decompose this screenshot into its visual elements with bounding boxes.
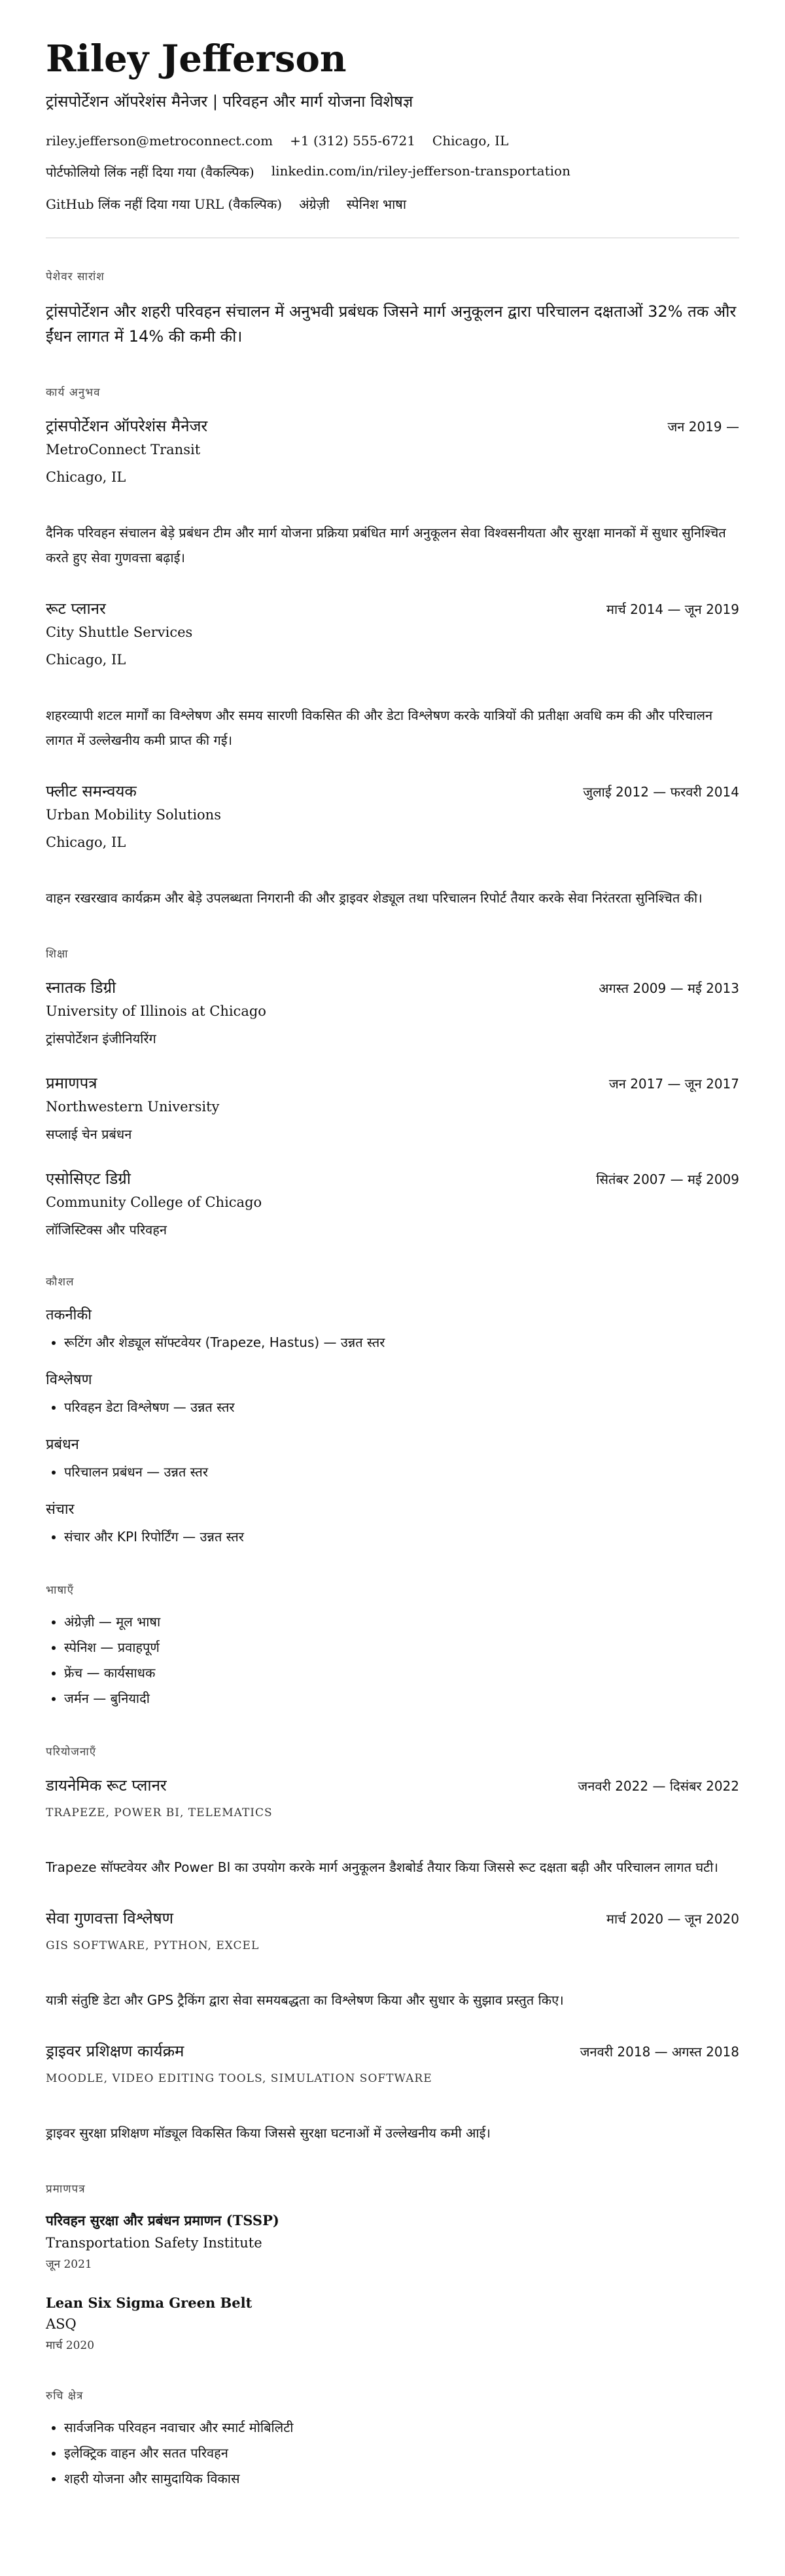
language-item: • अंग्रेज़ी — मूल भाषा [64, 1613, 739, 1632]
skill-group-title: विश्लेषण [46, 1372, 92, 1389]
experience-entry [46, 598, 739, 753]
projects-section [46, 1744, 739, 2145]
skill-group [46, 1304, 739, 1352]
field-of-study: लॉजिस्टिक्स और परिवहन [46, 1222, 167, 1238]
interest-item: • शहरी योजना और सामुदायिक विकास [64, 2469, 739, 2488]
contact-row-extra [46, 195, 739, 213]
resume-header [46, 39, 739, 213]
institution-name: University of Illinois at Chicago [46, 1003, 266, 1020]
certification-entry [46, 2295, 739, 2352]
skill-group [46, 1369, 739, 1417]
interest-list [46, 2418, 739, 2488]
company-name: Urban Mobility Solutions [46, 807, 221, 823]
section-title: रुचि क्षेत्र [46, 2389, 84, 2403]
location: Chicago, IL [432, 132, 509, 149]
education-entry [46, 1072, 739, 1143]
language-list [46, 1613, 739, 1708]
section-title: प्रमाणपत्र [46, 2183, 86, 2196]
experience-entry [46, 780, 739, 910]
institution-name: Northwestern University [46, 1099, 220, 1115]
project-tech: MOODLE, VIDEO EDITING TOOLS, SIMULATION SOFTWARE [46, 2072, 432, 2086]
job-title: फ्लीट समन्वयक [46, 782, 137, 801]
job-location: Chicago, IL [46, 834, 126, 851]
project-tech: TRAPEZE, POWER BI, TELEMATICS [46, 1806, 273, 1820]
project-description: Trapeze सॉफ्टवेयर और Power BI का उपयोग करके मार्ग अनुकूलन डैशबोर्ड तैयार किया जिससे रूट दक्षता बढ़ी और परिचालन लागत घटी। [46, 1859, 718, 1876]
project-tech: GIS SOFTWARE, PYTHON, EXCEL [46, 1939, 260, 1953]
linkedin-link[interactable]: linkedin.com/in/riley-jefferson-transportation [271, 162, 570, 179]
skill-item: • संचार और KPI रिपोर्टिंग — उन्नत स्तर [64, 1528, 739, 1547]
company-name: MetroConnect Transit [46, 442, 201, 458]
field-of-study: सप्लाई चेन प्रबंधन [46, 1126, 132, 1143]
summary-text: ट्रांसपोर्टेशन और शहरी परिवहन संचालन में अनुभवी प्रबंधक जिसने मार्ग अनुकूलन द्वारा परिचालन दक्षताओं 32% तक और ईंधन लागत में 14% की कमी की। [46, 302, 737, 346]
contact-row-primary [46, 133, 739, 149]
skill-item: • रूटिंग और शेड्यूल सॉफ्टवेयर (Trapeze, Hastus) — उन्नत स्तर [64, 1333, 739, 1352]
candidate-name: Riley Jefferson [46, 37, 347, 80]
interests-section [46, 2388, 739, 2488]
project-date: जनवरी 2018 — अगस्त 2018 [580, 2044, 739, 2060]
project-description: ड्राइवर सुरक्षा प्रशिक्षण मॉड्यूल विकसित किया जिससे सुरक्षा घटनाओं में उल्लेखनीय कमी आई। [46, 2125, 491, 2141]
project-description: यात्री संतुष्टि डेटा और GPS ट्रैकिंग द्वारा सेवा समयबद्धता का विश्लेषण किया और सुधार के सुझाव प्रस्तुत किए। [46, 1992, 564, 2009]
experience-section [46, 384, 739, 910]
job-location: Chicago, IL [46, 469, 126, 486]
headline: ट्रांसपोर्टेशन ऑपरेशंस मैनेजर | परिवहन और मार्ग योजना विशेषज्ञ [46, 92, 413, 111]
language-item: • फ्रेंच — कार्यसाधक [64, 1664, 739, 1683]
job-description: वाहन रखरखाव कार्यक्रम और बेड़े उपलब्धता निगरानी की और ड्राइवर शेड्यूल तथा परिचालन रिपोर्ट तैयार करके सेवा निरंतरता सुनिश्चित की। [46, 890, 703, 906]
certification-date: मार्च 2020 [46, 2339, 95, 2353]
certification-date: जून 2021 [46, 2258, 92, 2272]
education-entry [46, 976, 739, 1047]
job-title: रूट प्लानर [46, 599, 106, 618]
company-name: City Shuttle Services [46, 624, 193, 641]
interest-item: • सार्वजनिक परिवहन नवाचार और स्मार्ट मोबिलिटी [64, 2418, 739, 2437]
field-of-study: ट्रांसपोर्टेशन इंजीनियरिंग [46, 1031, 156, 1047]
section-title: पेशेवर सारांश [46, 270, 105, 283]
certification-title: परिवहन सुरक्षा और प्रबंधन प्रमाणन (TSSP) [46, 2212, 279, 2229]
education-date: जन 2017 — जून 2017 [608, 1076, 739, 1092]
education-date: अगस्त 2009 — मई 2013 [599, 980, 739, 997]
project-entry [46, 2040, 739, 2145]
skill-list [46, 1398, 739, 1417]
certification-entry [46, 2211, 739, 2271]
language-item: • जर्मन — बुनियादी [64, 1689, 739, 1708]
summary-section [46, 268, 739, 349]
project-title: सेवा गुणवत्ता विश्लेषण [46, 1909, 173, 1928]
section-title: परियोजनाएँ [46, 1745, 97, 1759]
skill-list [46, 1528, 739, 1547]
job-title: ट्रांसपोर्टेशन ऑपरेशंस मैनेजर [46, 417, 208, 436]
section-title: कार्य अनुभव [46, 386, 101, 400]
job-description: शहरव्यापी शटल मार्गों का विश्लेषण और समय सारणी विकसित की और डेटा विश्लेषण करके यात्रियों की प्रतीक्षा अवधि कम की और परिचालन लागत में उल्लेखनीय कमी प्राप्त की गई। [46, 707, 713, 749]
section-title: शिक्षा [46, 948, 69, 961]
job-date: जुलाई 2012 — फरवरी 2014 [583, 784, 739, 800]
project-title: डायनेमिक रूट प्लानर [46, 1776, 167, 1795]
skill-group [46, 1434, 739, 1482]
certifications-section [46, 2181, 739, 2352]
language-tag-1: अंग्रेज़ी [299, 196, 330, 212]
skills-section [46, 1274, 739, 1547]
skill-list [46, 1463, 739, 1482]
experience-entry [46, 415, 739, 570]
skill-group-title: तकनीकी [46, 1307, 92, 1324]
degree-title: एसोसिएट डिग्री [46, 1170, 131, 1189]
job-date: जन 2019 — [667, 419, 739, 435]
job-date: मार्च 2014 — जून 2019 [606, 601, 739, 618]
certification-title: Lean Six Sigma Green Belt [46, 2295, 253, 2312]
job-description: दैनिक परिवहन संचालन बेड़े प्रबंधन टीम और मार्ग योजना प्रक्रिया प्रबंधित मार्ग अनुकूलन सेवा विश्वसनीयता और सुरक्षा मानकों में सुधार सुनिश्चित करते हुए सेवा गुणवत्ता बढ़ाई। [46, 525, 726, 566]
project-title: ड्राइवर प्रशिक्षण कार्यक्रम [46, 2042, 184, 2061]
education-date: सितंबर 2007 — मई 2009 [596, 1172, 739, 1188]
contact-row-links [46, 163, 739, 181]
phone[interactable]: +1 (312) 555-6721 [290, 132, 415, 149]
degree-title: प्रमाणपत्र [46, 1074, 97, 1093]
skill-group [46, 1499, 739, 1547]
education-entry [46, 1168, 739, 1238]
skill-list [46, 1333, 739, 1352]
interest-item: • इलेक्ट्रिक वाहन और सतत परिवहन [64, 2444, 739, 2463]
languages-section [46, 1582, 739, 1708]
degree-title: स्नातक डिग्री [46, 978, 116, 997]
language-item: • स्पेनिश — प्रवाहपूर्ण [64, 1638, 739, 1657]
section-title: कौशल [46, 1276, 75, 1289]
education-section [46, 946, 739, 1238]
institution-name: Community College of Chicago [46, 1194, 262, 1211]
skill-group-title: संचार [46, 1501, 75, 1518]
email-link[interactable]: riley.jefferson@metroconnect.com [46, 132, 273, 149]
project-date: मार्च 2020 — जून 2020 [606, 1911, 739, 1927]
language-tag-2: स्पेनिश भाषा [346, 196, 407, 212]
project-entry [46, 1907, 739, 2012]
skill-group-title: प्रबंधन [46, 1437, 79, 1454]
job-location: Chicago, IL [46, 652, 126, 668]
certification-issuer: Transportation Safety Institute [46, 2235, 262, 2251]
skill-item: • परिचालन प्रबंधन — उन्नत स्तर [64, 1463, 739, 1482]
portfolio-link[interactable]: पोर्टफोलियो लिंक नहीं दिया गया (वैकल्पिक) [46, 164, 254, 180]
project-entry [46, 1774, 739, 1880]
skill-item: • परिवहन डेटा विश्लेषण — उन्नत स्तर [64, 1398, 739, 1417]
certification-issuer: ASQ [46, 2316, 77, 2333]
github-link[interactable]: GitHub लिंक नहीं दिया गया URL (वैकल्पिक) [46, 196, 283, 212]
section-title: भाषाएँ [46, 1584, 74, 1598]
project-date: जनवरी 2022 — दिसंबर 2022 [578, 1778, 739, 1795]
